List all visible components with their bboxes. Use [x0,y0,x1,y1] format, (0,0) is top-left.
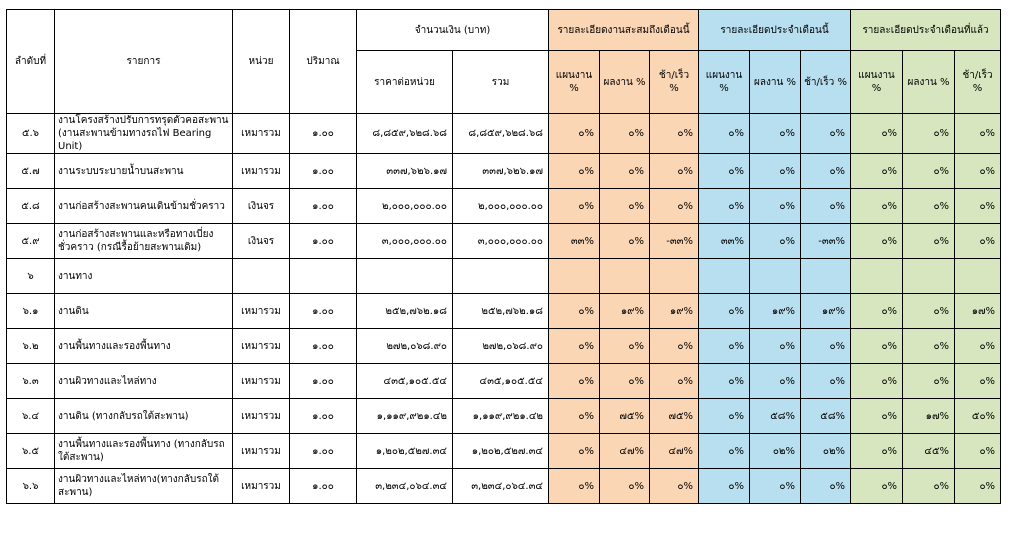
cell-item: งานดิน (ทางกลับรถใต้สะพาน) [55,399,233,434]
cell-unit-price: ๑,๒๐๒,๕๒๗.๓๔ [357,434,453,469]
cell-seq: ๖ [7,259,55,294]
cell-cumulative-plan: ๓๓% [549,224,600,259]
cell-last-month-result: ๔๕% [903,434,955,469]
cell-unit: เหมารวม [233,434,290,469]
header-item: รายการ [55,10,233,114]
cell-this-month-result: ๐% [750,224,801,259]
cell-cumulative-plan: ๐% [549,329,600,364]
cell-last-month-diff: ๐% [955,224,1001,259]
cell-unit-price [357,259,453,294]
cell-item: งานผิวทางและไหล่ทาง [55,364,233,399]
table-row [7,469,1001,504]
cell-total [453,259,549,294]
cell-this-month-diff: ๐% [801,329,851,364]
cell-this-month-plan: ๐% [699,154,750,189]
cell-cumulative-result: ๗๕% [600,399,650,434]
header-qty: ปริมาณ [290,10,357,114]
cell-last-month-diff: ๐% [955,154,1001,189]
cell-total: ๓,๒๓๔,๐๖๔.๓๔ [453,469,549,504]
cell-this-month-diff: ๐% [801,469,851,504]
cell-last-month-plan [851,259,903,294]
cell-this-month-diff [801,259,851,294]
header-last-month-result: ผลงาน % [903,51,955,114]
cell-cumulative-diff: ๗๕% [650,399,699,434]
cell-qty: ๑.๐๐ [290,154,357,189]
cell-qty: ๑.๐๐ [290,294,357,329]
cell-cumulative-result: ๑๙% [600,294,650,329]
header-last-month-plan: แผนงาน % [851,51,903,114]
cell-cumulative-plan: ๐% [549,189,600,224]
header-cumulative-plan: แผนงาน % [549,51,600,114]
cell-cumulative-diff: -๓๓% [650,224,699,259]
cell-qty: ๑.๐๐ [290,224,357,259]
cell-unit-price: ๓,๒๓๔,๐๖๔.๓๔ [357,469,453,504]
cell-total: ๒๗๒,๐๖๘.๙๐ [453,329,549,364]
cell-last-month-plan: ๐% [851,364,903,399]
cell-cumulative-plan: ๐% [549,114,600,154]
cell-cumulative-result: ๐% [600,364,650,399]
cell-item: งานก่อสร้างสะพานคนเดินข้ามชั่วคราว [55,189,233,224]
cell-cumulative-diff: ๐% [650,469,699,504]
cell-seq: ๖.๒ [7,329,55,364]
cell-cumulative-diff: ๔๗% [650,434,699,469]
cell-last-month-result: ๐% [903,469,955,504]
table-body [7,114,1001,504]
table-row [7,329,1001,364]
cell-qty: ๑.๐๐ [290,364,357,399]
header-group-cumulative: รายละเอียดงานสะสมถึงเดือนนี้ [549,10,699,51]
cell-cumulative-plan: ๐% [549,434,600,469]
cell-unit: เหมารวม [233,399,290,434]
cell-unit-price: ๔๓๕,๑๐๕.๕๔ [357,364,453,399]
cell-last-month-plan: ๐% [851,469,903,504]
cell-total: ๘,๘๕๙,๖๒๘.๖๘ [453,114,549,154]
cell-this-month-plan: ๓๓% [699,224,750,259]
cell-this-month-plan: ๐% [699,434,750,469]
cell-seq: ๖.๔ [7,399,55,434]
cell-seq: ๖.๑ [7,294,55,329]
cell-qty [290,259,357,294]
cell-last-month-diff: ๐% [955,189,1001,224]
cell-this-month-diff: -๓๓% [801,224,851,259]
table-row [7,224,1001,259]
cell-cumulative-result: ๔๗% [600,434,650,469]
cell-seq: ๕.๙ [7,224,55,259]
cell-item: งานก่อสร้างสะพานและหรือทางเบี่ยงชั่วคราว (กรณีรื้อย้ายสะพานเดิม) [55,224,233,259]
cell-last-month-result: ๐% [903,114,955,154]
table-header [7,10,1001,114]
header-total: รวม [453,51,549,114]
cell-qty: ๑.๐๐ [290,114,357,154]
cell-this-month-result: ๐% [750,114,801,154]
cell-this-month-result: ๐% [750,154,801,189]
cell-this-month-plan: ๐% [699,329,750,364]
cell-cumulative-diff: ๑๙% [650,294,699,329]
cell-last-month-result: ๐% [903,189,955,224]
header-this-month-plan: แผนงาน % [699,51,750,114]
cell-seq: ๕.๖ [7,114,55,154]
cell-total: ๓๓๗,๖๒๖.๑๗ [453,154,549,189]
cell-this-month-plan [699,259,750,294]
header-amount-group: จำนวนเงิน (บาท) [357,10,549,51]
cell-this-month-result: ๑๙% [750,294,801,329]
header-seq: ลำดับที่ [7,10,55,114]
cell-this-month-result: ๐๒% [750,434,801,469]
cell-cumulative-diff: ๐% [650,154,699,189]
cell-item: งานระบบระบายน้ำบนสะพาน [55,154,233,189]
cell-last-month-result: ๐% [903,329,955,364]
cell-total: ๓,๐๐๐,๐๐๐.๐๐ [453,224,549,259]
cell-unit: เหมารวม [233,114,290,154]
cell-last-month-result: ๐% [903,364,955,399]
cell-this-month-diff: ๑๙% [801,294,851,329]
cell-total: ๒,๐๐๐,๐๐๐.๐๐ [453,189,549,224]
cell-qty: ๑.๐๐ [290,469,357,504]
cell-this-month-diff: ๐% [801,114,851,154]
cell-total: ๑,๒๐๒,๕๒๗.๓๔ [453,434,549,469]
cell-this-month-diff: ๐% [801,364,851,399]
table-row [7,364,1001,399]
cell-cumulative-result: ๐% [600,154,650,189]
cell-cumulative-result: ๐% [600,114,650,154]
cell-last-month-diff [955,259,1001,294]
cell-last-month-diff: ๐% [955,434,1001,469]
cell-total: ๑,๑๑๙,๙๒๑.๔๒ [453,399,549,434]
cell-this-month-diff: ๐๒% [801,434,851,469]
cell-total: ๒๕๒,๗๖๒.๑๘ [453,294,549,329]
cell-this-month-plan: ๐% [699,364,750,399]
table-row [7,154,1001,189]
progress-report-table [6,9,1001,504]
cell-this-month-diff: ๐% [801,154,851,189]
table-row [7,434,1001,469]
cell-last-month-plan: ๐% [851,329,903,364]
cell-this-month-plan: ๐% [699,114,750,154]
cell-cumulative-diff: ๐% [650,364,699,399]
header-this-month-diff: ช้า/เร็ว % [801,51,851,114]
cell-cumulative-result: ๐% [600,469,650,504]
cell-unit: เงินจร [233,224,290,259]
cell-last-month-plan: ๐% [851,294,903,329]
cell-cumulative-plan: ๐% [549,154,600,189]
cell-this-month-plan: ๐% [699,294,750,329]
cell-this-month-result: ๐% [750,329,801,364]
cell-cumulative-diff: ๐% [650,189,699,224]
cell-last-month-plan: ๐% [851,114,903,154]
cell-unit-price: ๓,๐๐๐,๐๐๐.๐๐ [357,224,453,259]
cell-unit: เหมารวม [233,364,290,399]
cell-last-month-result [903,259,955,294]
cell-cumulative-diff: ๐% [650,114,699,154]
table-row [7,114,1001,154]
cell-unit-price: ๒๗๒,๐๖๘.๙๐ [357,329,453,364]
cell-last-month-diff: ๐% [955,114,1001,154]
cell-last-month-result: ๐% [903,224,955,259]
cell-this-month-result: ๐% [750,469,801,504]
table-row [7,189,1001,224]
cell-last-month-diff: ๕๐% [955,399,1001,434]
table-row [7,399,1001,434]
cell-qty: ๑.๐๐ [290,329,357,364]
cell-this-month-result: ๐% [750,364,801,399]
cell-seq: ๕.๗ [7,154,55,189]
cell-seq: ๖.๕ [7,434,55,469]
cell-unit-price: ๑,๑๑๙,๙๒๑.๔๒ [357,399,453,434]
cell-seq: ๖.๓ [7,364,55,399]
cell-this-month-plan: ๐% [699,399,750,434]
cell-unit: เหมารวม [233,154,290,189]
cell-unit: เหมารวม [233,294,290,329]
cell-cumulative-plan: ๐% [549,364,600,399]
cell-unit: เหมารวม [233,329,290,364]
header-this-month-result: ผลงาน % [750,51,801,114]
cell-last-month-plan: ๐% [851,224,903,259]
table-row [7,294,1001,329]
cell-qty: ๑.๐๐ [290,399,357,434]
cell-this-month-result [750,259,801,294]
cell-last-month-diff: ๐% [955,329,1001,364]
cell-last-month-result: ๐% [903,154,955,189]
cell-this-month-result: ๕๘% [750,399,801,434]
cell-cumulative-plan: ๐% [549,294,600,329]
cell-seq: ๖.๖ [7,469,55,504]
header-group-this-month: รายละเอียดประจำเดือนนี้ [699,10,851,51]
cell-this-month-plan: ๐% [699,469,750,504]
cell-last-month-diff: ๐% [955,469,1001,504]
cell-cumulative-plan: ๐% [549,399,600,434]
table-row [7,259,1001,294]
cell-this-month-result: ๐% [750,189,801,224]
cell-item: งานพื้นทางและรองพื้นทาง [55,329,233,364]
header-group-last-month: รายละเอียดประจำเดือนที่แล้ว [851,10,1001,51]
cell-item: งานโครงสร้างปรับการทรุดตัวคอสะพาน (งานสะพานข้ามทางรถไฟ Bearing Unit) [55,114,233,154]
cell-cumulative-result: ๐% [600,224,650,259]
cell-qty: ๑.๐๐ [290,189,357,224]
cell-unit: เหมารวม [233,469,290,504]
cell-last-month-plan: ๐% [851,399,903,434]
cell-unit [233,259,290,294]
cell-total: ๔๓๕,๑๐๕.๕๔ [453,364,549,399]
cell-item: งานพื้นทางและรองพื้นทาง (ทางกลับรถใต้สะพาน) [55,434,233,469]
cell-last-month-result: ๑๗% [903,399,955,434]
progress-report-table-container [6,9,1001,504]
cell-last-month-plan: ๐% [851,434,903,469]
cell-this-month-diff: ๐% [801,189,851,224]
cell-last-month-result: ๐% [903,294,955,329]
cell-last-month-plan: ๐% [851,154,903,189]
cell-cumulative-diff [650,259,699,294]
cell-cumulative-diff: ๐% [650,329,699,364]
cell-cumulative-result: ๐% [600,329,650,364]
cell-last-month-plan: ๐% [851,189,903,224]
cell-item: งานทาง [55,259,233,294]
header-cumulative-diff: ช้า/เร็ว % [650,51,699,114]
cell-unit-price: ๓๓๗,๖๒๖.๑๗ [357,154,453,189]
cell-cumulative-result: ๐% [600,189,650,224]
cell-seq: ๕.๘ [7,189,55,224]
header-cumulative-result: ผลงาน % [600,51,650,114]
cell-unit-price: ๒๕๒,๗๖๒.๑๘ [357,294,453,329]
cell-cumulative-plan [549,259,600,294]
cell-item: งานดิน [55,294,233,329]
cell-last-month-diff: ๐% [955,364,1001,399]
cell-last-month-diff: ๑๗% [955,294,1001,329]
cell-this-month-diff: ๕๘% [801,399,851,434]
cell-unit-price: ๘,๘๕๙,๖๒๘.๖๘ [357,114,453,154]
cell-item: งานผิวทางและไหล่ทาง(ทางกลับรถใต้สะพาน) [55,469,233,504]
cell-qty: ๑.๐๐ [290,434,357,469]
cell-cumulative-plan: ๐% [549,469,600,504]
cell-unit: เงินจร [233,189,290,224]
cell-unit-price: ๒,๐๐๐,๐๐๐.๐๐ [357,189,453,224]
cell-this-month-plan: ๐% [699,189,750,224]
header-unit-price: ราคาต่อหน่วย [357,51,453,114]
cell-cumulative-result [600,259,650,294]
header-last-month-diff: ช้า/เร็ว % [955,51,1001,114]
header-unit: หน่วย [233,10,290,114]
